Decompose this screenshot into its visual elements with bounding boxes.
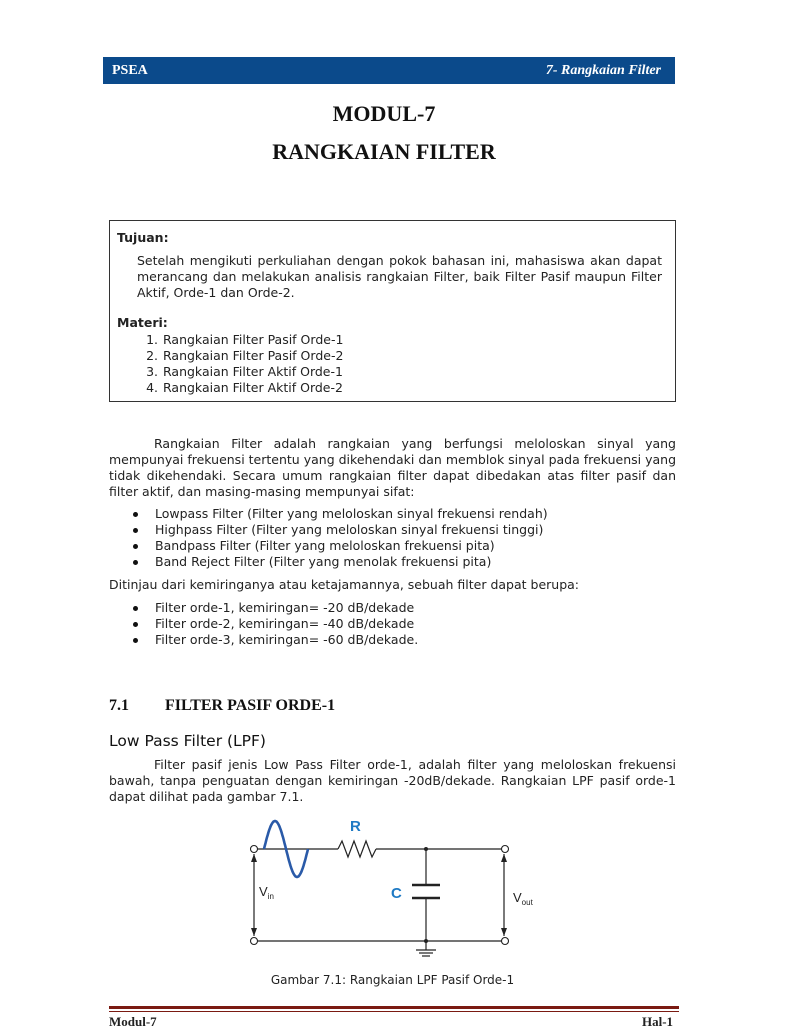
vout-label: $V_{out}$ [513,890,533,907]
section-title: FILTER PASIF ORDE-1 [165,697,336,714]
list-item: Highpass Filter (Filter yang meloloskan sinyal frekuensi tinggi) [130,522,548,538]
tujuan-text: Setelah mengikuti perkuliahan dengan pokok bahasan ini, mahasiswa akan dapat merancang dan melakukan analisis rangkaian Filter, baik Filter Pasif maupun Filter Aktif, Orde-1 dan Orde-2. [137,253,662,300]
intro-paragraph: Rangkaian Filter adalah rangkaian yang berfungsi meloloskan sinyal yang mempunyai frekuensi tertentu yang dikehendaki dan memblok sinyal pada frekuensi yang tidak dikehendaki. Secara umum rangkaian filter dapat dibedakan atas filter pasif dan filter aktif, dan masing-masing mempunyai sifat: [109,436,676,499]
materi-label: Materi: [117,315,168,330]
list-item: Filter orde-1, kemiringan= -20 dB/dekade [130,600,418,616]
footer-page: Hal-1 [642,1014,674,1029]
subsection-heading: Low Pass Filter (LPF) [109,732,266,750]
tujuan-label: Tujuan: [117,230,169,245]
input-terminal-top [251,846,258,853]
lpf-circuit-diagram [240,812,533,967]
list-item: Lowpass Filter (Filter yang meloloskan sinyal frekuensi rendah) [130,506,548,522]
list-item: Band Reject Filter (Filter yang menolak frekuensi pita) [130,554,548,570]
input-terminal-bottom [251,938,258,945]
capacitor-label: C [391,885,402,902]
footer-rule [109,1006,679,1009]
list-item: 4. Rangkaian Filter Aktif Orde-2 [146,380,343,395]
filter-types-list [130,506,548,570]
list-item: Filter orde-3, kemiringan= -60 dB/dekade. [130,632,418,648]
output-terminal-top [502,846,509,853]
header-chapter: 7- Rangkaian Filter [545,63,661,78]
resistor-symbol [338,841,376,857]
resistor-label: R [350,818,361,835]
list-item: 2. Rangkaian Filter Pasif Orde-2 [146,348,344,363]
module-subtitle: RANGKAIAN FILTER [272,139,496,164]
materi-list [137,332,637,396]
list-item: 3. Rangkaian Filter Aktif Orde-1 [146,364,343,379]
header-course: PSEA [112,63,148,78]
objective-box [109,220,676,402]
section-number: 7.1 [109,697,129,714]
vin-label: $V_{in}$ [259,884,274,901]
slope-list [130,600,418,648]
lpf-paragraph: Filter pasif jenis Low Pass Filter orde-1, adalah filter yang meloloskan frekuensi bawah, tanpa penguatan dengan kemiringan -20dB/dekade. Rangkaian LPF pasif orde-1 dapat dilihat pada gambar 7.1. [109,757,676,804]
footer-module: Modul-7 [109,1014,157,1029]
list-item: Filter orde-2, kemiringan= -40 dB/dekade [130,616,418,632]
list-item: Bandpass Filter (Filter yang meloloskan frekuensi pita) [130,538,548,554]
list-item: 1. Rangkaian Filter Pasif Orde-1 [146,332,344,347]
section-heading [109,697,335,715]
output-terminal-bottom [502,938,509,945]
figure-caption: Gambar 7.1: Rangkaian LPF Pasif Orde-1 [270,973,515,987]
module-title: MODUL-7 [332,101,436,126]
header-bar [103,57,675,84]
slope-intro: Ditinjau dari kemiringanya atau ketajamannya, sebuah filter dapat berupa: [109,577,580,592]
footer-rule-thin [109,1011,679,1012]
